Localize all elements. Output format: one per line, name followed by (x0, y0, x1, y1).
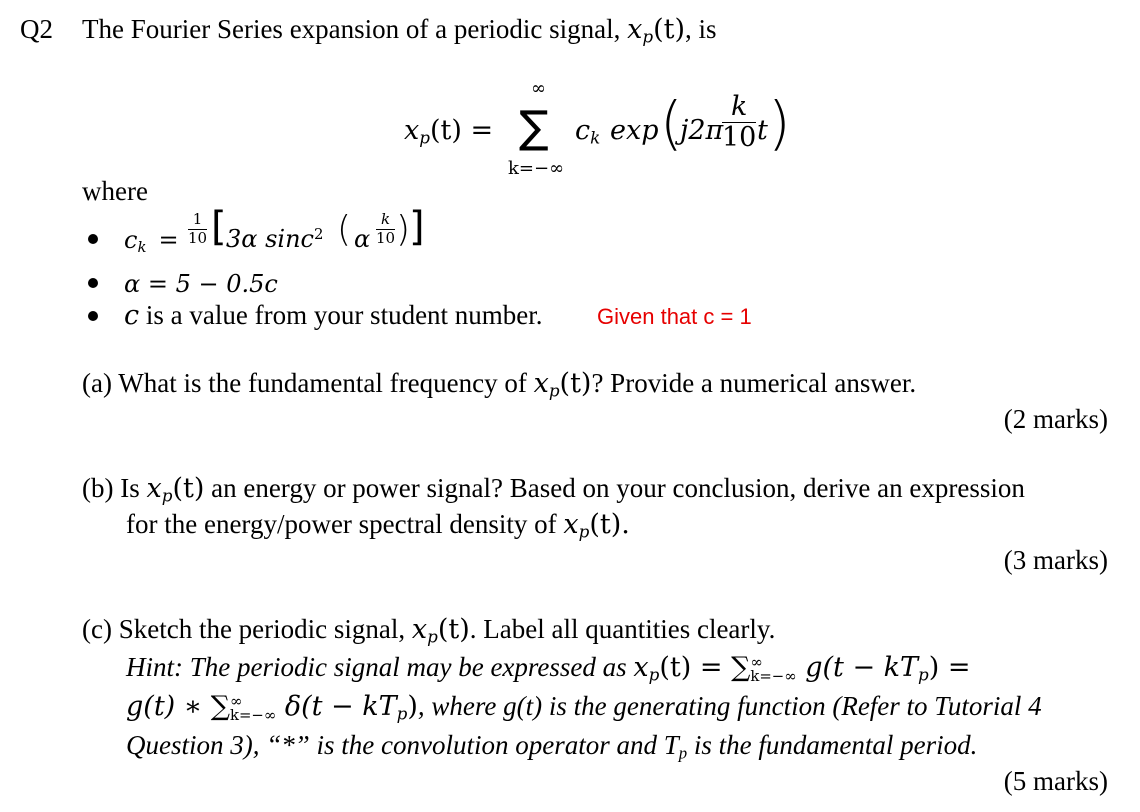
right-bracket: ] (409, 204, 425, 250)
bullet-dot (88, 234, 98, 244)
question-intro-signal: x (627, 14, 643, 45)
exp-var: t (757, 115, 768, 146)
ck-left-paren: ( (337, 209, 352, 250)
question-number: Q2 (20, 14, 53, 44)
question-intro (82, 16, 717, 45)
part-a-question: (a) What is the fundamental frequency of $x_p(t)$? Provide a numerical answer. (82, 368, 917, 401)
ck-body: 3α sinc$^2$ (226, 225, 324, 254)
part-c-hint-line1: Hint: The periodic signal may be expressed as $x_p(t)$ = ∑ ∞ k=−∞ $g(t - kT_p)$ = (126, 652, 971, 685)
part-c-line1: (c) Sketch the periodic signal, $x_p(t)$. Label all quantities clearly. (82, 614, 776, 647)
part-a-marks: (2 marks) (1003, 404, 1108, 434)
bullet-dot (88, 311, 98, 321)
ck-alpha: α (354, 225, 371, 253)
equation-lhs: $x_p(t)$ = (404, 115, 494, 148)
exp-function: exp (610, 115, 659, 146)
ck-fraction: 1 10 (188, 210, 208, 247)
exp-fraction (722, 93, 756, 153)
exp-fraction-den: 10 (722, 122, 757, 154)
part-c-hint-line2: g(t) ∗ ∑ ∞ k=−∞ $\delta(t - kT_p)$, where g(t) is the generating function (Refer to Tutorial 4 (126, 691, 1042, 724)
coefficient-term: $c_k$ (575, 115, 601, 148)
exp-inner: j2π (680, 115, 724, 146)
sum-lower-limit: k=−∞ (508, 158, 565, 179)
given-note: Given that c = 1 (597, 304, 752, 329)
ck-right-paren: ) (396, 209, 411, 250)
question-intro-signal-sub: p (642, 26, 654, 47)
sum-upper-limit: ∞ (531, 78, 546, 99)
ck-inner-fraction: k 10 (376, 210, 396, 247)
part-b-line2: for the energy/power spectral density of $x_p(t)$. (126, 509, 630, 542)
part-b-line1: (b) Is $x_p(t)$ an energy or power signal? Based on your conclusion, derive an expression (82, 473, 1025, 506)
ck-lhs: $c_k$ = (124, 226, 179, 257)
bullet-c-definition: c is a value from your student number. (124, 300, 543, 331)
question-intro-text: The Fourier Series expansion of a periodic signal, (82, 14, 628, 44)
question-intro-end: , is (684, 14, 717, 44)
left-paren: ( (660, 89, 683, 157)
left-bracket: [ (211, 204, 227, 250)
where-label: where (82, 176, 148, 206)
question-intro-arg: (t) (653, 14, 685, 45)
bullet-alpha-definition: α = 5 − 0.5c (124, 270, 278, 298)
sum-sign: ∑ (519, 102, 549, 153)
part-c-marks: (5 marks) (1003, 766, 1108, 796)
bullet-dot (88, 278, 98, 288)
part-c-hint-line3: Question 3), “*” is the convolution operator and $T_p$ is the fundamental period. (126, 730, 978, 763)
part-b-marks: (3 marks) (1003, 545, 1108, 575)
exp-fraction-num: k (730, 91, 748, 122)
right-paren: ) (768, 89, 791, 157)
